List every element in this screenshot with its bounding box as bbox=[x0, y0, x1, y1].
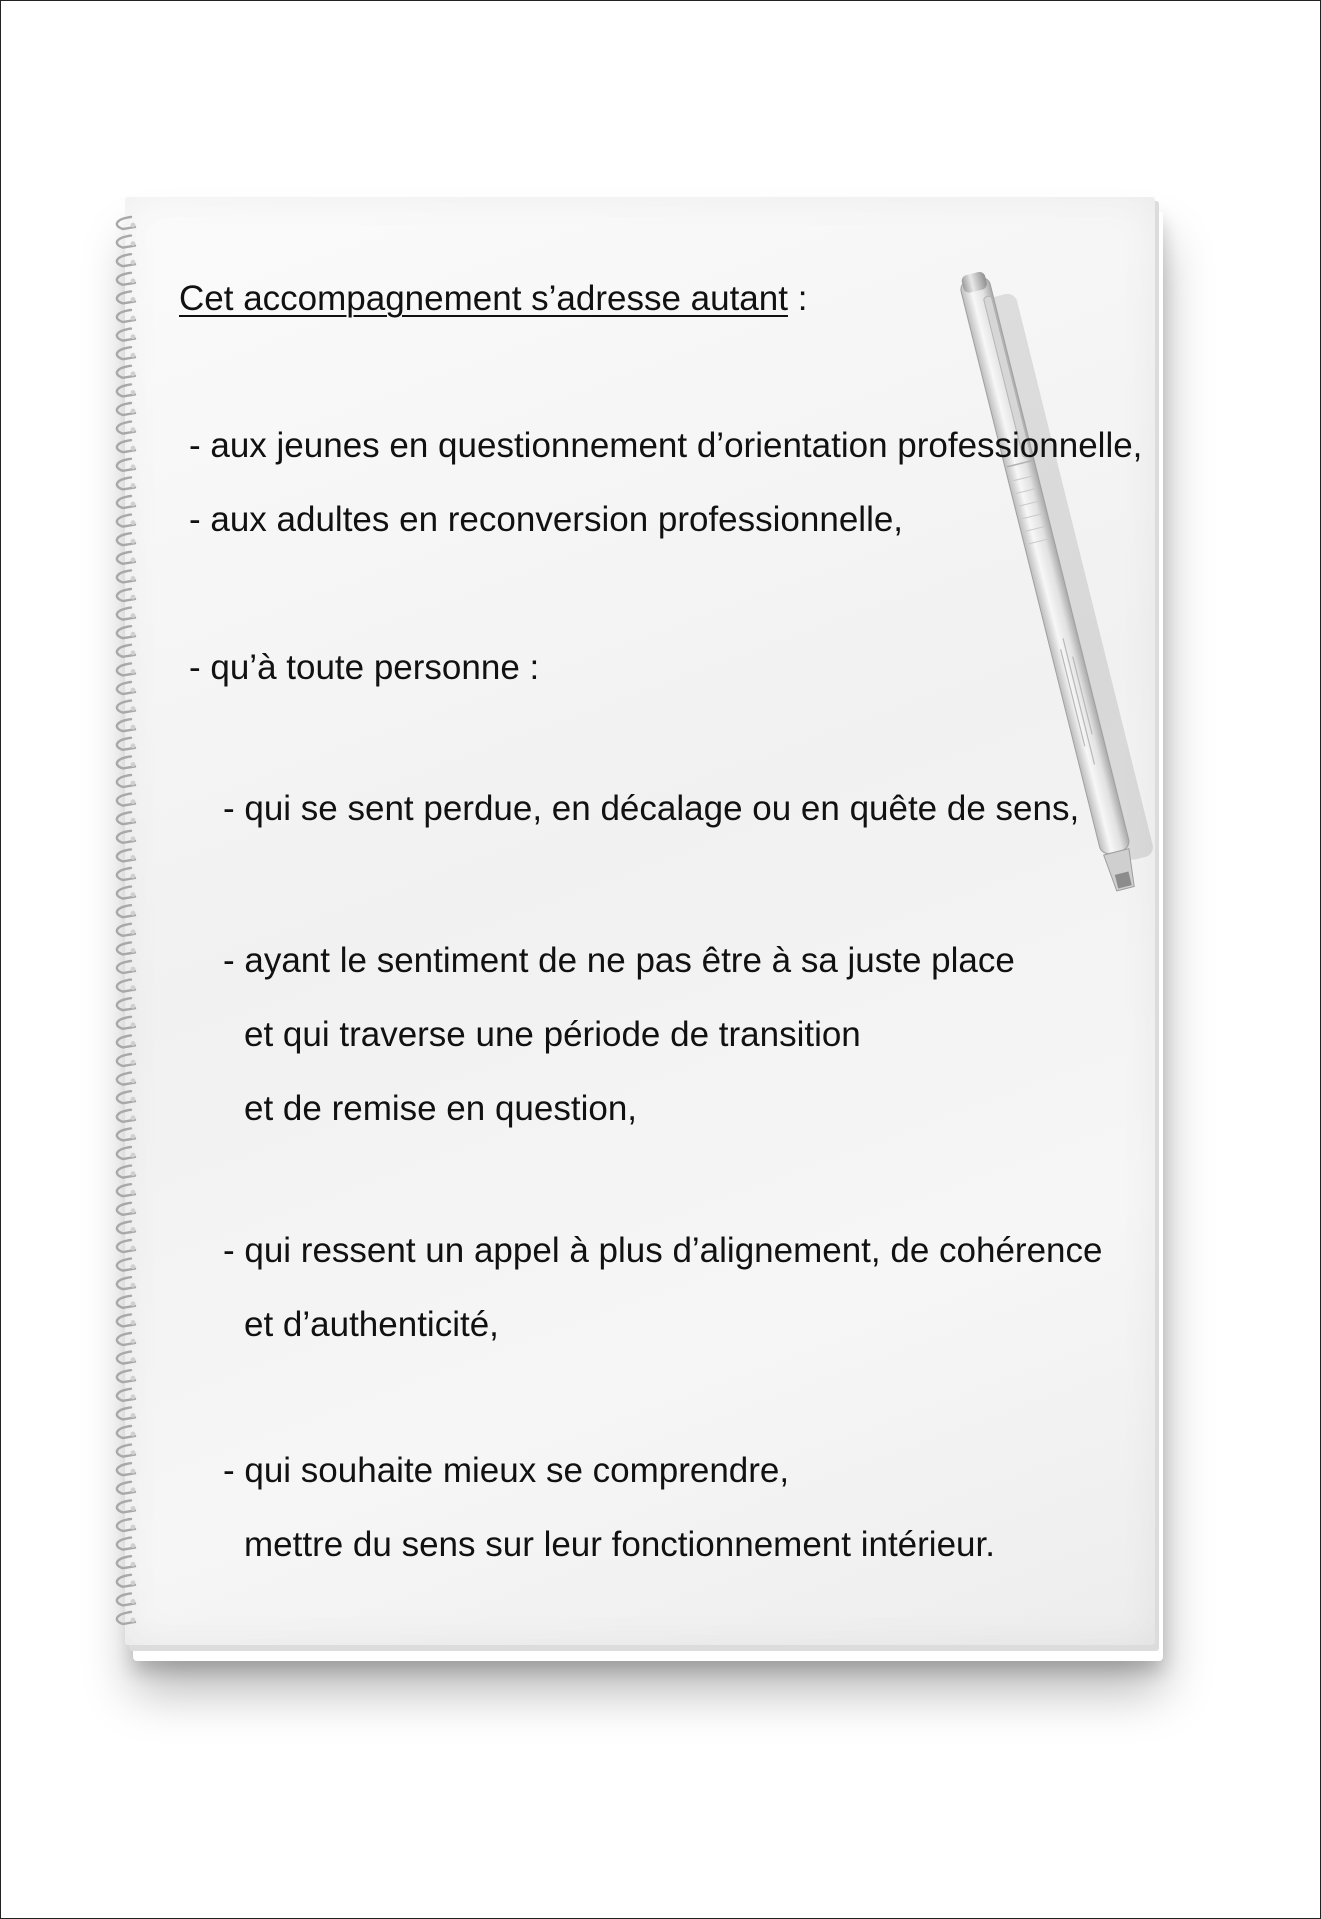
list-item-continuation: et qui traverse une période de transition bbox=[244, 1015, 861, 1054]
list-item-continuation: mettre du sens sur leur fonctionnement intérieur. bbox=[244, 1525, 995, 1564]
heading-colon: : bbox=[787, 279, 808, 318]
list-item-continuation: et d’authenticité, bbox=[244, 1305, 499, 1344]
heading-underlined-text: Cet accompagnement s’adresse autant bbox=[179, 279, 788, 318]
list-item: - ayant le sentiment de ne pas être à sa juste place bbox=[223, 941, 1015, 980]
list-item: - aux adultes en reconversion professionnelle, bbox=[189, 500, 904, 539]
list-item: - qui se sent perdue, en décalage ou en quête de sens, bbox=[223, 789, 1080, 828]
notepad-text bbox=[1, 1, 1321, 1919]
heading bbox=[179, 279, 807, 319]
list-item: - qui ressent un appel à plus d’alignement, de cohérence bbox=[223, 1231, 1103, 1270]
list-item: - qu’à toute personne : bbox=[189, 648, 540, 687]
list-item-continuation: et de remise en question, bbox=[244, 1089, 638, 1128]
list-item: - aux jeunes en questionnement d’orientation professionnelle, bbox=[189, 426, 1143, 465]
list-item: - qui souhaite mieux se comprendre, bbox=[223, 1451, 790, 1490]
